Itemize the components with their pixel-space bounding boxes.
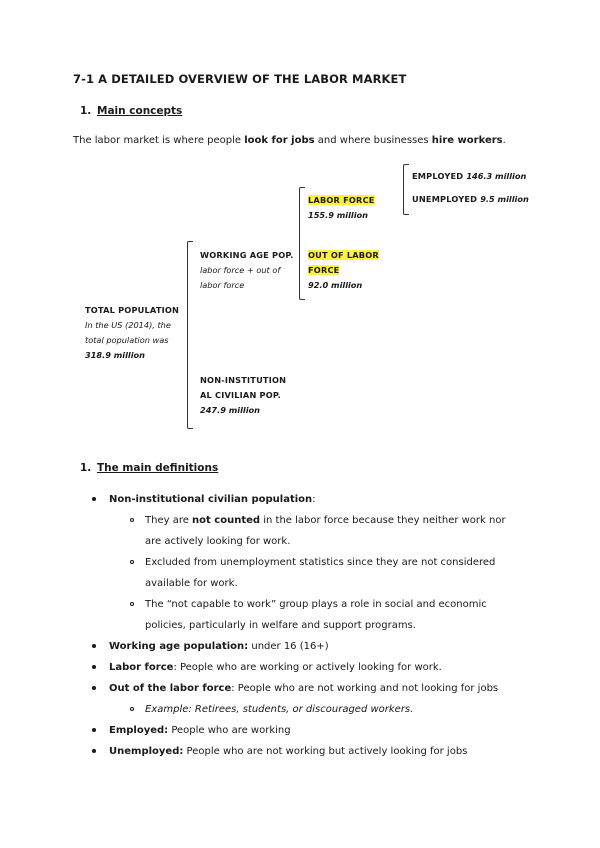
node-value: 146.3 million: [466, 171, 527, 181]
intro-text: and where businesses: [314, 135, 432, 146]
node-label: WORKING AGE POP.: [200, 250, 294, 260]
node-value: 9.5 million: [480, 194, 529, 204]
list-item: [109, 720, 291, 741]
node-label: TOTAL POPULATION: [85, 305, 180, 315]
bracket-working-age: [299, 187, 305, 300]
node-non-institutional-civilian-population: [200, 373, 286, 418]
section-title: The main definitions: [97, 462, 219, 474]
bullet-dot: [92, 686, 96, 690]
subitem-text: The “not capable to work” group plays a role in social and economic: [145, 599, 487, 610]
subitem-text: policies, particularly in welfare and support programs.: [145, 620, 416, 631]
bullet-dot: [92, 728, 96, 732]
definition: :: [312, 494, 316, 505]
node-value: 155.9 million: [308, 210, 368, 220]
term: Unemployed:: [109, 746, 184, 757]
page-title: 7-1 A DETAILED OVERVIEW OF THE LABOR MARKET: [73, 72, 407, 86]
section-title: Main concepts: [97, 105, 183, 117]
node-employed: [412, 169, 526, 184]
bullet-circle: [130, 707, 134, 711]
list-item: [109, 741, 467, 762]
term: Out of the labor force: [109, 683, 232, 694]
node-note: total population was: [85, 335, 169, 345]
bracket-total-population: [187, 241, 193, 429]
node-label: AL CIVILIAN POP.: [200, 390, 281, 400]
intro-paragraph: [73, 134, 506, 148]
section-number: 1.: [80, 105, 92, 117]
node-label: NON-INSTITUTION: [200, 375, 287, 385]
subitem-text: They are: [145, 515, 193, 526]
section-heading-main-definitions: [80, 462, 218, 474]
list-subitem: [145, 594, 487, 636]
subitem-text: Excluded from unemployment statistics since they are not considered: [145, 557, 496, 568]
node-value: 318.9 million: [85, 350, 145, 360]
term: Non-institutional civilian population: [109, 494, 313, 505]
node-unemployed: [412, 192, 529, 207]
intro-bold-hire-workers: hire workers: [431, 135, 503, 146]
definition: : People who are not working and not looking for jobs: [231, 683, 499, 694]
list-subitem: [145, 552, 495, 594]
node-value: 247.9 million: [200, 405, 260, 415]
node-label: FORCE: [308, 265, 340, 275]
node-working-age-population: [200, 248, 293, 293]
list-subitem-example: Example: Retirees, students, or discouraged workers.: [145, 704, 414, 715]
node-out-of-labor-force: [308, 248, 379, 293]
section-heading-main-concepts: [80, 105, 182, 117]
subitem-text: available for work.: [145, 578, 238, 589]
node-label: UNEMPLOYED: [412, 194, 481, 204]
bullet-circle: [130, 518, 134, 522]
node-label: EMPLOYED: [412, 171, 467, 181]
definition: under 16 (16+): [248, 641, 329, 652]
node-label: OUT OF LABOR: [308, 250, 379, 260]
list-item: [109, 657, 442, 678]
bullet-dot: [92, 644, 96, 648]
node-label: LABOR FORCE: [308, 195, 375, 205]
node-note: In the US (2014), the: [85, 320, 171, 330]
list-item: [109, 489, 316, 510]
node-note: labor force: [200, 280, 245, 290]
list-item: [109, 636, 329, 657]
list-item: [109, 678, 498, 699]
definition: People who are not working but actively looking for jobs: [183, 746, 468, 757]
bullet-dot: [92, 749, 96, 753]
term: Employed:: [109, 725, 169, 736]
bullet-dot: [92, 665, 96, 669]
bracket-labor-force: [403, 164, 409, 215]
subitem-bold: not counted: [192, 515, 261, 526]
definition: : People who are working or actively looking for work.: [173, 662, 442, 673]
term: Working age population:: [109, 641, 249, 652]
term: Labor force: [109, 662, 174, 673]
subitem-text: are actively looking for work.: [145, 536, 291, 547]
definition: People who are working: [168, 725, 291, 736]
bullet-circle: [130, 602, 134, 606]
list-subitem: [145, 510, 506, 552]
intro-bold-look-for-jobs: look for jobs: [244, 135, 315, 146]
intro-text: .: [502, 135, 506, 146]
node-total-population: [85, 303, 179, 363]
subitem-text: in the labor force because they neither work nor: [260, 515, 506, 526]
section-number: 1.: [80, 462, 92, 474]
node-note: labor force + out of: [200, 265, 281, 275]
bullet-dot: [92, 497, 96, 501]
bullet-circle: [130, 560, 134, 564]
node-value: 92.0 million: [308, 280, 363, 290]
node-labor-force: [308, 193, 375, 223]
intro-text: The labor market is where people: [73, 135, 245, 146]
